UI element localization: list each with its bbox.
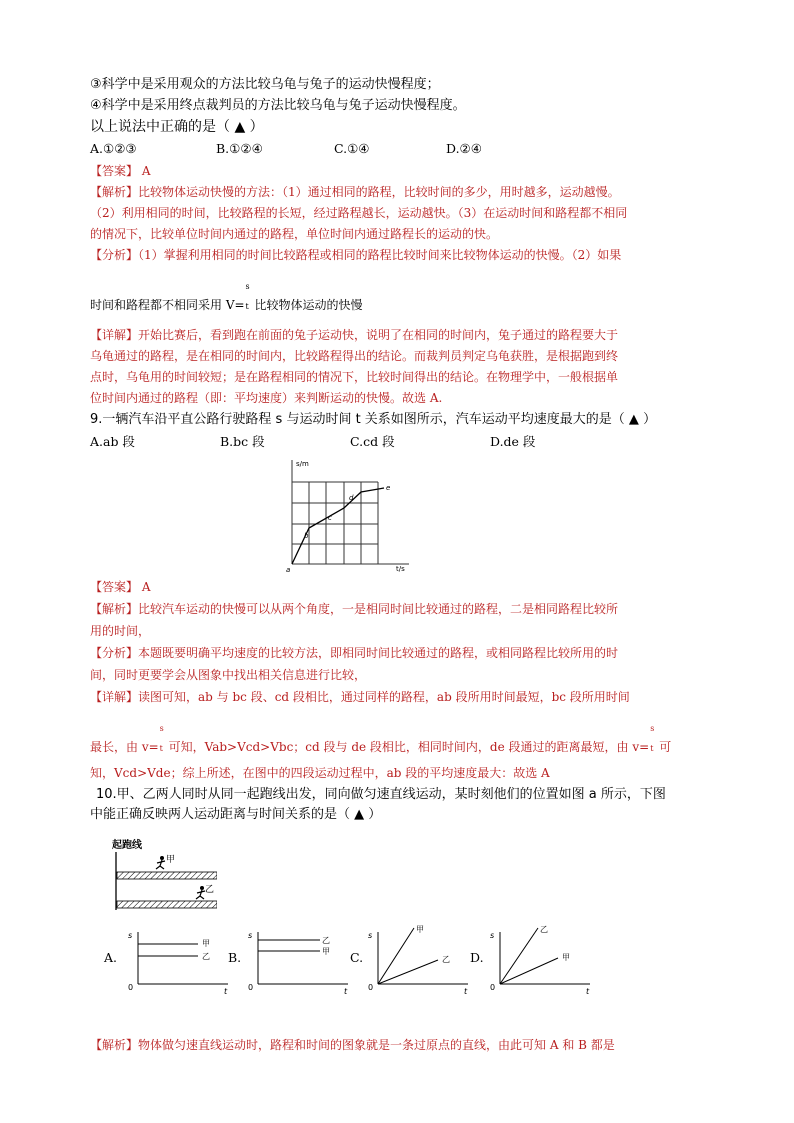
graph-polyline bbox=[292, 488, 384, 564]
graph-d bbox=[482, 922, 602, 998]
fenxi-formula-suffix: 比较物体运动的快慢 bbox=[254, 298, 363, 312]
q9-answer bbox=[90, 578, 151, 596]
q10-option-graphs bbox=[100, 925, 710, 998]
label-top: 甲 bbox=[202, 939, 210, 948]
point-d-label: d bbox=[349, 494, 354, 502]
fenxi-text: 本题既要明确平均速度的比较方法，即相同时间比较通过的路程，或相同路程比较所用的时 bbox=[138, 646, 619, 660]
q8-fenxi-line1 bbox=[90, 246, 621, 264]
start-line-label: 起跑线 bbox=[112, 840, 142, 851]
frac-denominator: t bbox=[159, 743, 163, 753]
frac-numerator: s bbox=[159, 723, 164, 733]
fenxi-text: （1）掌握利用相同的时间比较路程或相同的路程比较时间来比较物体运动的快慢。（2）如果 bbox=[138, 248, 622, 262]
origin: 0 bbox=[368, 983, 374, 992]
detail-text-c: 可 bbox=[659, 740, 672, 754]
graph-a bbox=[118, 928, 238, 998]
runner-yi-icon bbox=[196, 886, 205, 899]
q8-analysis-line3: 的情况下，比较单位时间内通过的路程，单位时间内通过路程长的运动的快。 bbox=[90, 227, 499, 241]
detail-text-a: 最长，由 v= bbox=[90, 740, 159, 754]
detail-text: 读图可知，ab 与 bc 段、cd 段相比，通过同样的路程，ab 段所用时间最短，bc 段所用时间 bbox=[138, 690, 630, 704]
q8-analysis-line2: （2）利用相同的时间，比较路程的长短，经过路程越长，运动越快。（3）在运动时间和路程都不相同 bbox=[90, 206, 628, 220]
q9-option-c: C.cd 段 bbox=[350, 434, 395, 449]
runner-jia-icon bbox=[156, 856, 165, 869]
q9-fenxi-line1 bbox=[90, 644, 618, 662]
fenxi-tag: 【分析】 bbox=[90, 248, 139, 262]
q9-analysis-line1 bbox=[90, 600, 618, 618]
analysis-tag: 【解析】 bbox=[90, 185, 139, 199]
fraction-s-over-t bbox=[159, 723, 169, 757]
label-bottom: 甲 bbox=[562, 953, 570, 962]
detail-tag: 【详解】 bbox=[90, 328, 139, 342]
q8-detail-line2: 乌龟通过的路程，是在相同的时间内，比较路程得出的结论。而裁判员判定乌龟获胜，是根据跑到终 bbox=[90, 349, 619, 363]
q9-analysis-line2: 用的时间， bbox=[90, 624, 151, 638]
q8-detail-line3: 点时，乌龟用的时间较短；是在路程相同的情况下，比较时间得出的结论。在物理学中，一般根据单 bbox=[90, 370, 619, 384]
graph-b bbox=[240, 928, 360, 998]
point-b-label: b bbox=[304, 532, 309, 540]
axis-t: t bbox=[344, 987, 348, 996]
detail-tag: 【详解】 bbox=[90, 690, 139, 704]
q8-answer bbox=[90, 162, 151, 180]
graph-ylabel: s/m bbox=[296, 460, 309, 468]
q8-stem: 以上说法中正确的是（ ▲ ） bbox=[90, 119, 264, 135]
runner-jia-label: 甲 bbox=[166, 855, 176, 865]
analysis-tag: 【解析】 bbox=[90, 602, 139, 616]
q9-option-a: A.ab 段 bbox=[90, 434, 135, 449]
runner-yi-label: 乙 bbox=[205, 885, 215, 895]
point-c-label: c bbox=[328, 514, 332, 522]
analysis-text: 比较物体运动快慢的方法：（1）通过相同的路程，比较时间的多少，用时越多，运动越慢。 bbox=[138, 185, 620, 199]
axis-s: s bbox=[490, 931, 495, 940]
q8-item3: ③科学中是采用观众的方法比较乌龟与兔子的运动快慢程度； bbox=[90, 77, 440, 92]
origin: 0 bbox=[128, 983, 134, 992]
q8-option-d: D.②④ bbox=[446, 141, 482, 156]
origin: 0 bbox=[248, 983, 254, 992]
axis-s: s bbox=[128, 931, 133, 940]
label-top: 甲 bbox=[416, 925, 424, 934]
analysis-text: 比较汽车运动的快慢可以从两个角度，一是相同时间比较通过的路程，二是相同路程比较所 bbox=[138, 602, 619, 616]
frac-denominator: t bbox=[650, 743, 654, 753]
q9-option-b: B.bc 段 bbox=[220, 434, 265, 449]
q8-option-b: B.①②④ bbox=[216, 141, 263, 156]
answer-tag: 【答案】 bbox=[90, 580, 139, 594]
q9-option-d: D.de 段 bbox=[490, 434, 536, 449]
q9-fenxi-line2: 间，同时更要学会从图象中找出相关信息进行比较， bbox=[90, 668, 367, 682]
q10-stem-line1: 10.甲、乙两人同时从同一起跑线出发，同向做匀速直线运动，某时刻他们的位置如图 a 所示，下图 bbox=[96, 787, 666, 802]
fraction-s-over-t bbox=[245, 281, 255, 315]
q10-analysis-line1 bbox=[90, 1036, 615, 1054]
fenxi-tag: 【分析】 bbox=[90, 646, 139, 660]
line-yi bbox=[378, 960, 438, 984]
analysis-tag: 【解析】 bbox=[90, 1038, 139, 1052]
axis-t: t bbox=[224, 987, 228, 996]
graph-xlabel: t/s bbox=[396, 565, 405, 572]
detail-text: 开始比赛后，看到跑在前面的兔子运动快，说明了在相同的时间内，兔子通过的路程要大于 bbox=[138, 328, 619, 342]
track-divider-top bbox=[117, 872, 217, 879]
q10-figure-a bbox=[112, 838, 217, 912]
q9-detail-line2 bbox=[90, 723, 672, 757]
graph-b-option-label: B. bbox=[228, 950, 242, 965]
graph-grid bbox=[292, 460, 409, 564]
fenxi-formula-prefix: 时间和路程都不相同采用 V= bbox=[90, 298, 245, 312]
q9-stem: 9.一辆汽车沿平直公路行驶路程 s 与运动时间 t 关系如图所示，汽车运动平均速度最大的是（ ▲ ） bbox=[90, 412, 657, 427]
q9-detail-line3: 知，Vcd>Vde；综上所述，在图中的四段运动过程中，ab 段的平均速度最大：故选 A bbox=[90, 766, 550, 780]
line-jia bbox=[378, 928, 414, 984]
q8-detail-line4: 位时间内通过的路程（即：平均速度）来判断运动的快慢。故选 A. bbox=[90, 391, 443, 405]
frac-denominator: t bbox=[245, 301, 249, 311]
q8-analysis-line1 bbox=[90, 183, 620, 201]
answer-value: A bbox=[141, 164, 151, 178]
answer-tag: 【答案】 bbox=[90, 164, 139, 178]
answer-value: A bbox=[141, 580, 151, 594]
label-top: 乙 bbox=[540, 925, 548, 934]
label-bottom: 甲 bbox=[322, 947, 330, 956]
axis-t: t bbox=[586, 987, 590, 996]
point-a-label: a bbox=[286, 566, 291, 572]
q10-stem-line2: 中能正确反映两人运动距离与时间关系的是（ ▲ ） bbox=[90, 807, 382, 822]
q8-detail-line1 bbox=[90, 326, 618, 344]
axis-s: s bbox=[368, 931, 373, 940]
q8-option-c: C.①④ bbox=[334, 141, 370, 156]
graph-a-option-label: A. bbox=[104, 950, 118, 965]
frac-numerator: s bbox=[245, 281, 250, 291]
graph-c-option-label: C. bbox=[350, 950, 364, 965]
point-e-label: e bbox=[386, 484, 391, 492]
axis-s: s bbox=[248, 931, 253, 940]
graph-c bbox=[362, 922, 482, 998]
q8-fenxi-line2 bbox=[90, 281, 363, 315]
q9-st-graph bbox=[284, 456, 416, 572]
analysis-text: 物体做匀速直线运动时，路程和时间的图象就是一条过原点的直线，由此可知 A 和 B 都是 bbox=[138, 1038, 615, 1052]
origin: 0 bbox=[490, 983, 496, 992]
label-bottom: 乙 bbox=[202, 952, 210, 961]
q8-item4: ④科学中是采用终点裁判员的方法比较乌龟与兔子运动快慢程度。 bbox=[90, 98, 466, 113]
track-divider-bottom bbox=[117, 901, 217, 908]
frac-numerator: s bbox=[650, 723, 655, 733]
q8-option-a: A.①②③ bbox=[90, 141, 137, 156]
graph-d-option-label: D. bbox=[470, 950, 484, 965]
q9-detail-line1 bbox=[90, 688, 630, 706]
fraction-s-over-t bbox=[649, 723, 659, 757]
label-top: 乙 bbox=[322, 936, 330, 945]
detail-text-b: 可知，Vab>Vcd>Vbc；cd 段与 de 段相比，相同时间内，de 段通过的距离最短，由 v= bbox=[168, 740, 650, 754]
axis-t: t bbox=[464, 987, 468, 996]
label-bottom: 乙 bbox=[442, 955, 450, 964]
